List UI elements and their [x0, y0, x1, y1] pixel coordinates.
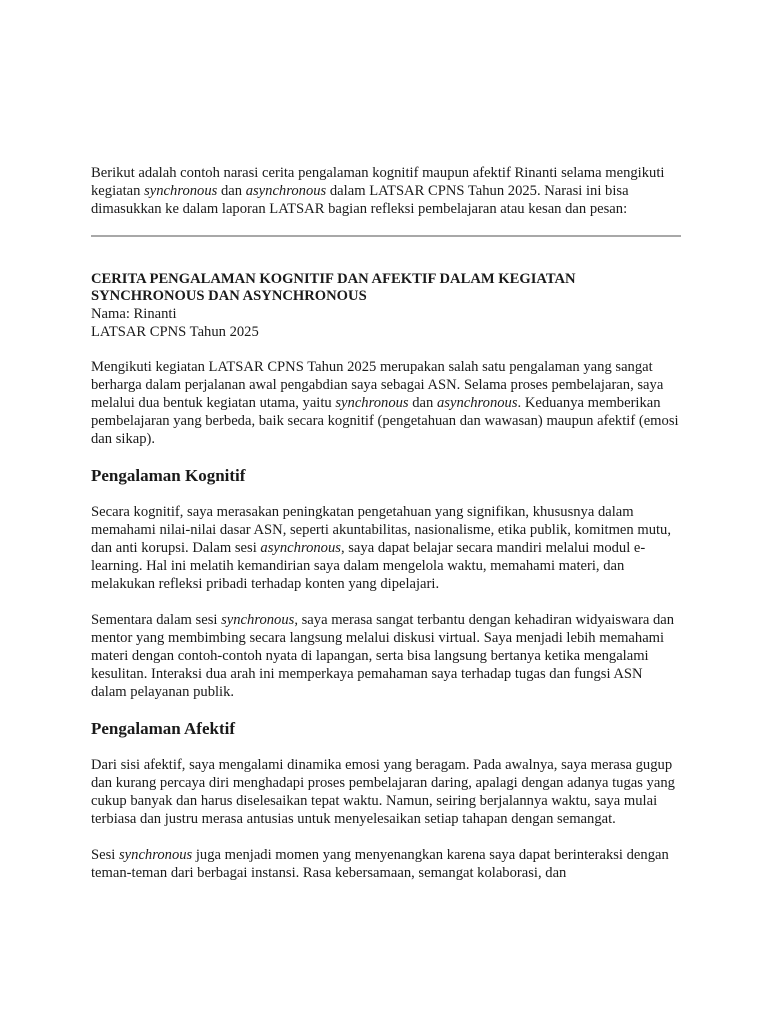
document-title: CERITA PENGALAMAN KOGNITIF DAN AFEKTIF DALAM KEGIATAN SYNCHRONOUS DAN ASYNCHRONOUS [91, 271, 576, 304]
author-name-line: Nama: Rinanti [91, 306, 177, 322]
cognitive-paragraph-2: Sementara dalam sesi synchronous, saya merasa sangat terbantu dengan kehadiran widyaiswara dan mentor yang membimbing secara langsung melalui diskusi virtual. Saya menjadi lebih memahami materi dengan contoh-contoh nyata di lapangan, serta bisa langsung bertanya ketika mengalami kesulitan. Interaksi dua arah ini memperkaya pemahaman saya terhadap tugas dan fungsi ASN dalam pelayanan publik. [91, 612, 675, 700]
affective-paragraph-2: Sesi synchronous juga menjadi momen yang menyenangkan karena saya dapat berinteraksi dengan teman-teman dari berbagai instansi. Rasa kebersamaan, semangat kolaborasi, dan [91, 847, 669, 881]
intro-paragraph: Berikut adalah contoh narasi cerita pengalaman kognitif maupun afektif Rinanti selama mengikuti kegiatan synchronous dan asynchronous dalam LATSAR CPNS Tahun 2025. Narasi ini bisa dimasukkan ke dalam laporan LATSAR bagian refleksi pembelajaran atau kesan dan pesan: [91, 165, 665, 217]
opening-paragraph: Mengikuti kegiatan LATSAR CPNS Tahun 2025 merupakan salah satu pengalaman yang sangat berharga dalam perjalanan awal pengabdian saya sebagai ASN. Selama proses pembelajaran, saya melalui dua bentuk kegiatan utama, yaitu synchronous dan asynchronous. Keduanya memberikan pembelajaran yang berbeda, baik secara kognitif (pengetahuan dan wawasan) maupun afektif (emosi dan sikap). [91, 359, 679, 447]
italic-term: synchronous [144, 183, 218, 199]
affective-section-heading: Pengalaman Afektif [91, 719, 236, 738]
affective-paragraph-1: Dari sisi afektif, saya mengalami dinamika emosi yang beragam. Pada awalnya, saya merasa gugup dan kurang percaya diri menghadapi proses pembelajaran daring, apalagi dengan adanya tugas yang cukup banyak dan harus diselesaikan tepat waktu. Namun, seiring berjalannya waktu, saya mulai terbiasa dan justru merasa antusias untuk menyelesaikan setiap tahapan dengan semangat. [91, 757, 675, 827]
italic-term: asynchronous [436, 395, 518, 411]
horizontal-divider [91, 235, 681, 237]
italic-term: asynchronous [260, 540, 341, 556]
cognitive-paragraph-1: Secara kognitif, saya merasakan peningkatan pengetahuan yang signifikan, khususnya dalam memahami nilai-nilai dasar ASN, seperti akuntabilitas, nasionalisme, etika publik, komitmen mutu, dan anti korupsi. Dalam sesi asynchronous, saya dapat belajar secara mandiri melalui modul e-learning. Hal ini melatih kemandirian saya dalam mengelola waktu, memahami materi, dan melakukan refleksi pribadi terhadap konten yang dipelajari. [91, 504, 671, 592]
program-year-line: LATSAR CPNS Tahun 2025 [91, 324, 259, 340]
italic-term: synchronous [118, 847, 193, 863]
document-page [91, 164, 681, 900]
italic-term: asynchronous [245, 183, 327, 199]
cognitive-section-heading: Pengalaman Kognitif [91, 466, 246, 485]
document-header [91, 271, 681, 341]
italic-term: synchronous [335, 395, 409, 411]
italic-term: synchronous [221, 612, 295, 628]
